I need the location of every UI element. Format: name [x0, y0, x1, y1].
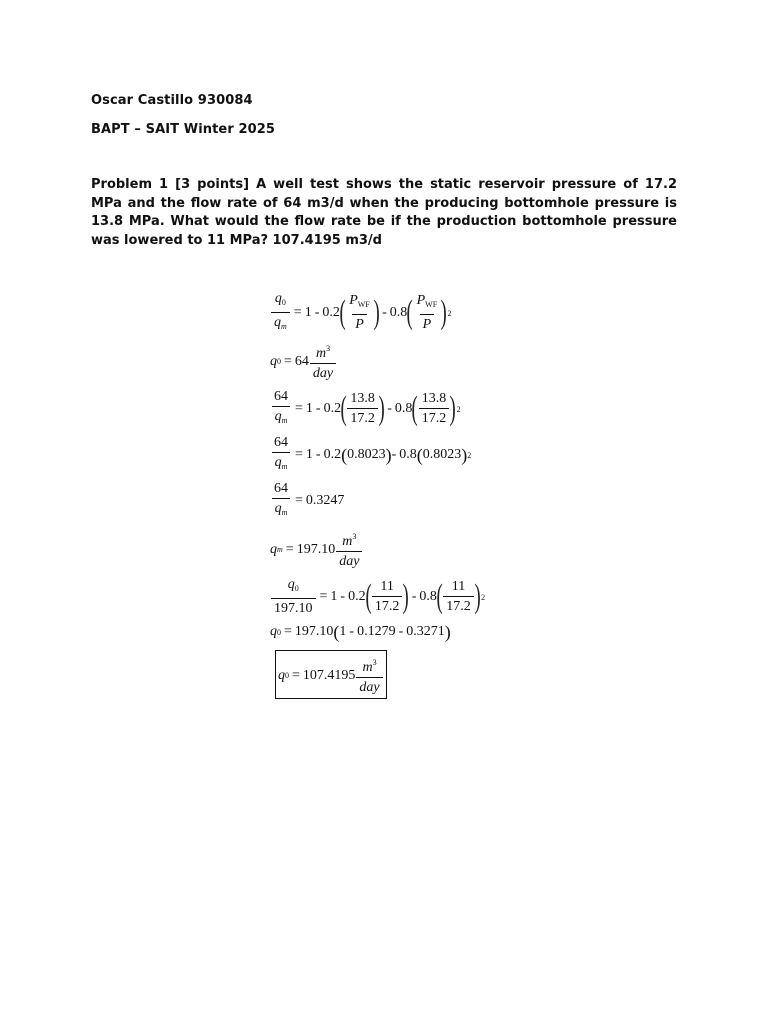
final-answer-box: q 0 = 107.4195 $\frac{m^3}{\text{day}}$: [275, 650, 387, 699]
fraction-q0-over-qm: $\frac{q_0}{q_m}$: [271, 291, 290, 335]
equation-ratio: $\frac{64}{q_m}$ = 1 - 0.2 ( 0.8023 ) - 0.8 ( 0.8023 ) 2: [270, 435, 471, 475]
equation-new-rate: $\frac{q_0}{197.10}$ = 1 - 0.2 ( $\frac{11}{17.2}$ ) - 0.8 ( $\frac{11}{17.2}$ ) 2: [270, 577, 485, 617]
fraction-pwf-over-p-2: $\frac{P_{WF}}{P}$: [416, 293, 438, 332]
course-line: BAPT – SAIT Winter 2025: [91, 122, 276, 137]
fraction-pwf-over-p: $\frac{P_{WF}}{P}$: [349, 293, 370, 332]
equation-q0-value: q 0 = 64 $\frac{m^3}{\text{day}}$: [270, 341, 337, 382]
equation-result-ratio: $\frac{64}{q_m}$ = 0.3247: [270, 481, 344, 521]
equation-expansion: q 0 = 197.10 ( 1 - 0.1279 - 0.3271 ): [270, 622, 451, 642]
equation-qm-value: q m = 197.10 $\frac{m^3}{\text{day}}$: [270, 529, 363, 570]
equation-substitution: $\frac{64}{q_m}$ = 1 - 0.2 ( $\frac{13.8}{17.2}$ ) - 0.8 ( $\frac{13.8}{17.2}$ ) 2: [270, 389, 461, 429]
equation-vogel: $\frac{q_0}{q_m}$ = 1 - 0.2 ( $\frac{P_{WF}}{P}$ ) - 0.8 ( $\frac{P_{WF}}{P}$ ) 2: [270, 291, 451, 335]
problem-statement: Problem 1 [3 points] A well test shows the static reservoir pressure of 17.2 MPa and the flow rate of 64 m3/d when the producing bottomhole pressure is 13.8 MPa. What would the flow rate be if the production bottomhole pressure was lowered to 11 MPa? 107.4195 m3/d: [91, 177, 677, 248]
author-line: Oscar Castillo 930084: [91, 93, 253, 108]
